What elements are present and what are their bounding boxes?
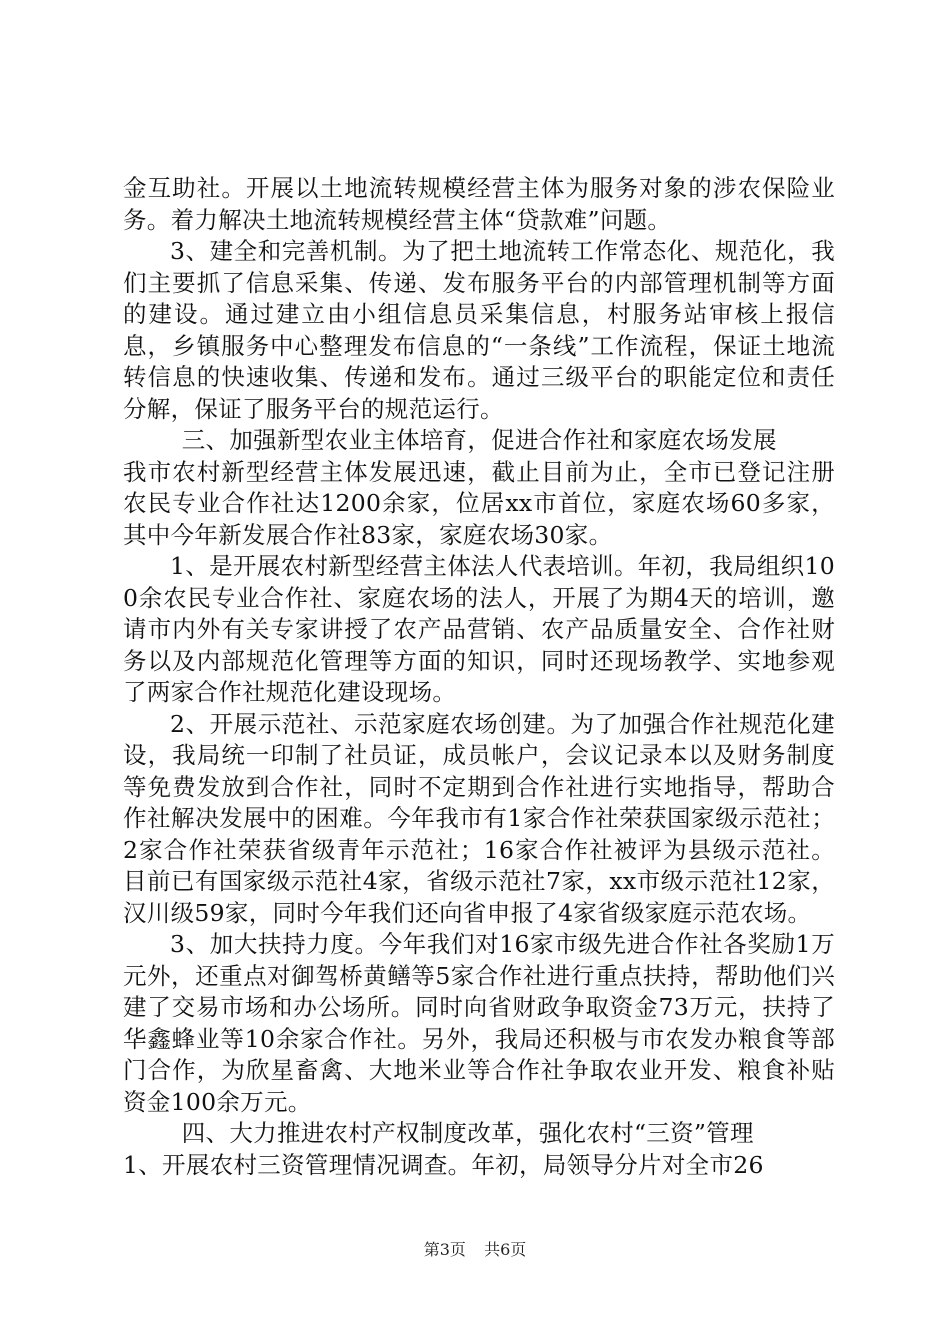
section-heading-four: 四、大力推进农村产权制度改革，强化农村“三资”管理 bbox=[181, 1119, 754, 1147]
paragraph-new-entities: 我市农村新型经营主体发展迅速，截止目前为止，全市已登记注册农民专业合作社达1200余家，位居xx市首位，家庭农场60多家，其中今年新发展合作社83家，家庭农场30家。 bbox=[123, 457, 835, 549]
page-footer bbox=[0, 1240, 950, 1260]
paragraph-continuation: 金互助社。开展以土地流转规模经营主体为服务对象的涉农保险业务。着力解决土地流转规模经营主体“贷款难”问题。 bbox=[123, 174, 835, 234]
paragraph-survey: 1、开展农村三资管理情况调查。年初，局领导分片对全市26 bbox=[123, 1150, 764, 1179]
paragraph-training: 1、是开展农村新型经营主体法人代表培训。年初，我局组织100余农民专业合作社、家庭农场的法人，开展了为期4天的培训，邀请市内外有关专家讲授了农产品营销、农产品质量安全、合作社财务以及内部规范化管理等方面的知识，同时还现场教学、实地参观了两家合作社规范化建设现场。 bbox=[123, 552, 835, 706]
paragraph-support: 3、加大扶持力度。今年我们对16家市级先进合作社各奖励1万元外，还重点对御驾桥黄鳝等5家合作社进行重点扶持，帮助他们兴建了交易市场和办公场所。同时向省财政争取资金73万元，扶持了华鑫蜂业等10余家合作社。另外，我局还积极与市农发办粮食等部门合作，为欣星畜禽、大地米业等合作社争取农业开发、粮食补贴资金100余万元。 bbox=[123, 930, 835, 1116]
paragraph-mechanism: 3、建全和完善机制。为了把土地流转工作常态化、规范化，我们主要抓了信息采集、传递、发布服务平台的内部管理机制等方面的建设。通过建立由小组信息员采集信息，村服务站审核上报信息，乡镇服务中心整理发布信息的“一条线”工作流程，保证土地流转信息的快速收集、传递和发布。通过三级平台的职能定位和责任分解，保证了服务平台的规范运行。 bbox=[123, 237, 835, 423]
section-heading-three: 三、加强新型农业主体培育，促进合作社和家庭农场发展 bbox=[181, 426, 777, 454]
page-total: 共6页 bbox=[484, 1240, 527, 1259]
document-body bbox=[123, 173, 835, 1181]
paragraph-demonstration: 2、开展示范社、示范家庭农场创建。为了加强合作社规范化建设，我局统一印制了社员证，成员帐户，会议记录本以及财务制度等免费发放到合作社，同时不定期到合作社进行实地指导，帮助合作社解决发展中的困难。今年我市有1家合作社荣获国家级示范社；2家合作社荣获省级青年示范社；16家合作社被评为县级示范社。目前已有国家级示范社4家，省级示范社7家，xx市级示范社12家，汉川级59家，同时今年我们还向省申报了4家省级家庭示范农场。 bbox=[123, 709, 835, 927]
page-number: 第3页 bbox=[423, 1240, 466, 1259]
